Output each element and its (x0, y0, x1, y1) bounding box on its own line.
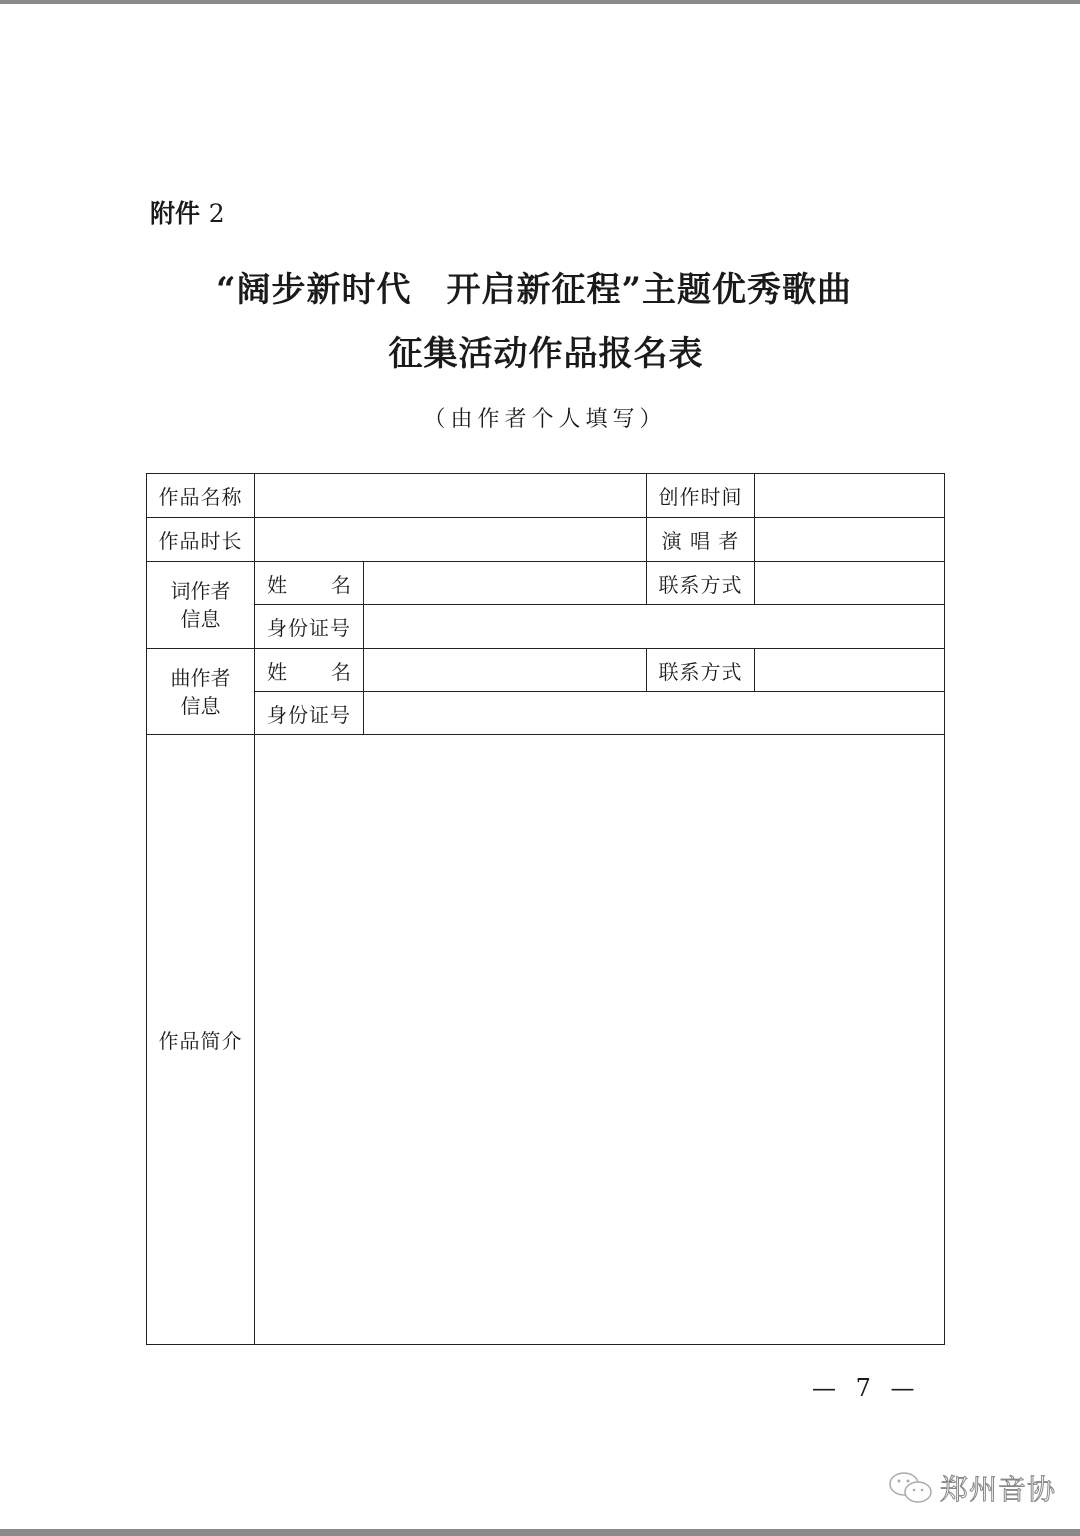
composer-id-field[interactable] (364, 692, 945, 735)
lyricist-name-label: 姓名 (255, 562, 364, 605)
creation-time-field[interactable] (755, 474, 945, 518)
lyricist-id-label: 身份证号 (255, 605, 364, 649)
composer-contact-field[interactable] (755, 649, 945, 692)
composer-id-label: 身份证号 (255, 692, 364, 735)
lyricist-contact-field[interactable] (755, 562, 945, 605)
composer-info-label: 曲作者信息 (147, 649, 255, 735)
bottom-border (0, 1529, 1080, 1536)
attachment-label: 附件 2 (150, 199, 225, 228)
document-subtitle: （由作者个人填写） (423, 407, 667, 432)
watermark: 郑州音协 (888, 1468, 1056, 1508)
work-name-label: 作品名称 (147, 474, 255, 518)
work-intro-label: 作品简介 (147, 735, 255, 1345)
work-name-field[interactable] (255, 474, 647, 518)
lyricist-info-label: 词作者信息 (147, 562, 255, 649)
composer-name-label: 姓名 (255, 649, 364, 692)
singer-field[interactable] (755, 518, 945, 562)
document-title-line2: 征集活动作品报名表 (388, 334, 704, 374)
document-title-line1: “阔步新时代 开启新征程”主题优秀歌曲 (215, 270, 853, 310)
top-border (0, 0, 1080, 4)
page-number: — 7 — (812, 1374, 921, 1402)
composer-contact-label: 联系方式 (647, 649, 755, 692)
work-duration-label: 作品时长 (147, 518, 255, 562)
registration-form-table (146, 473, 945, 1345)
lyricist-name-field[interactable] (364, 562, 647, 605)
work-duration-field[interactable] (255, 518, 647, 562)
wechat-icon (888, 1470, 934, 1506)
composer-name-field[interactable] (364, 649, 647, 692)
work-intro-field[interactable] (255, 735, 945, 1345)
creation-time-label: 创作时间 (647, 474, 755, 518)
singer-label: 演 唱 者 (647, 518, 755, 562)
lyricist-contact-label: 联系方式 (647, 562, 755, 605)
lyricist-id-field[interactable] (364, 605, 945, 649)
